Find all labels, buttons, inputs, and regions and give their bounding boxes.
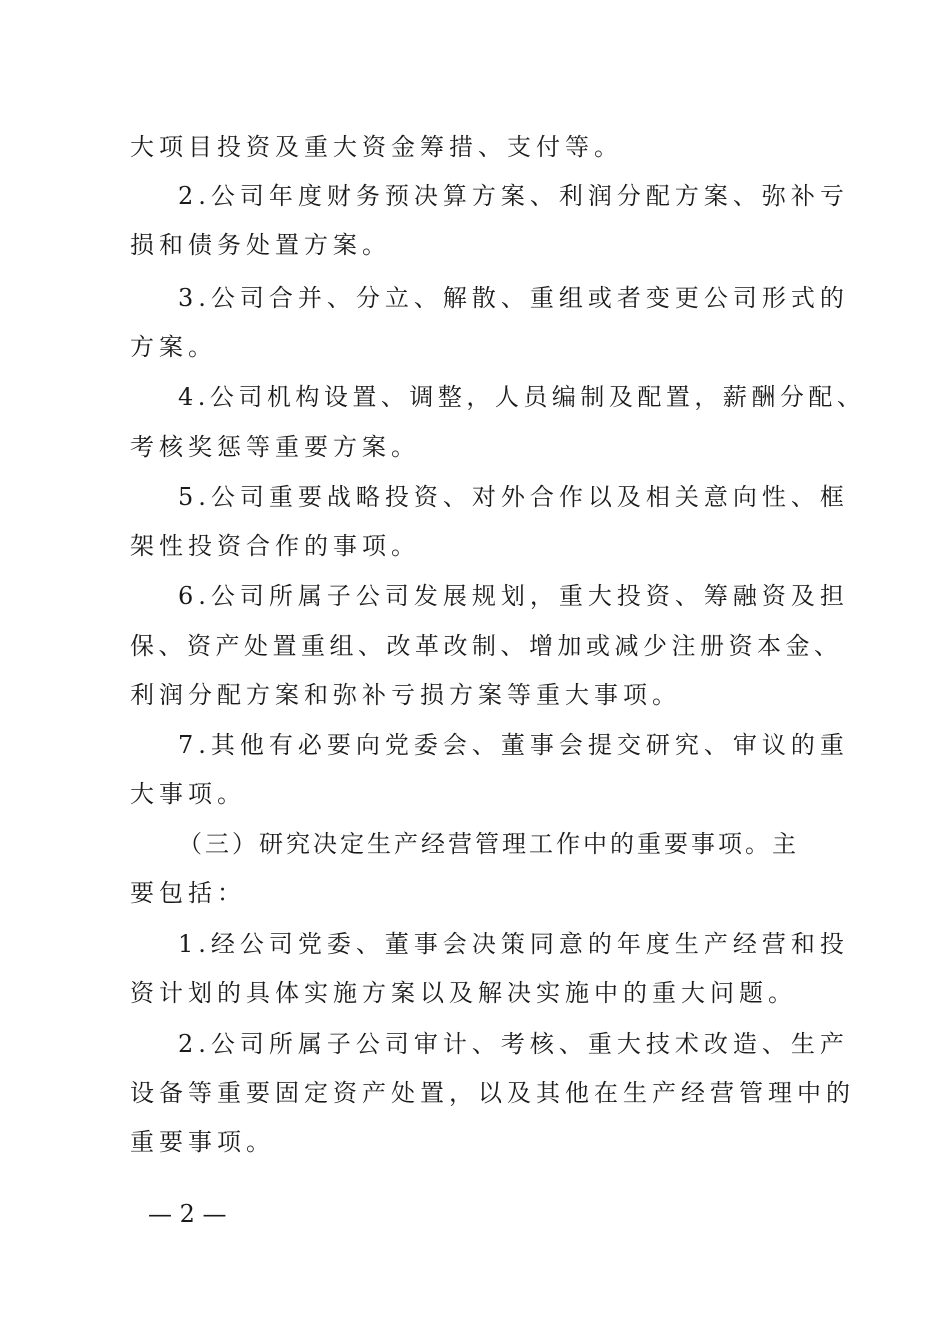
text-line: 5.公司重要战略投资、对外合作以及相关意向性、框 <box>178 483 849 511</box>
text-line: 重要事项。 <box>130 1128 275 1156</box>
text-line: （三）研究决定生产经营管理工作中的重要事项。主 <box>178 830 799 858</box>
text-line: 7.其他有必要向党委会、董事会提交研究、审议的重 <box>178 731 849 759</box>
text-line: 设备等重要固定资产处置，以及其他在生产经营管理中的 <box>130 1079 855 1107</box>
text-line: 方案。 <box>130 333 217 361</box>
text-line: 考核奖惩等重要方案。 <box>130 433 420 461</box>
text-line: 2.公司所属子公司审计、考核、重大技术改造、生产 <box>178 1030 849 1058</box>
text-line: 大事项。 <box>130 780 246 808</box>
text-line: 利润分配方案和弥补亏损方案等重大事项。 <box>130 681 681 709</box>
page-number: — 2 — <box>148 1200 227 1228</box>
text-line: 4.公司机构设置、调整，人员编制及配置，薪酬分配、 <box>178 383 866 411</box>
text-line: 要包括： <box>130 879 246 907</box>
text-line: 2.公司年度财务预决算方案、利润分配方案、弥补亏 <box>178 182 849 210</box>
text-line: 大项目投资及重大资金筹措、支付等。 <box>130 133 623 161</box>
text-line: 损和债务处置方案。 <box>130 231 391 259</box>
text-line: 3.公司合并、分立、解散、重组或者变更公司形式的 <box>178 284 849 312</box>
text-line: 6.公司所属子公司发展规划，重大投资、筹融资及担 <box>178 582 849 610</box>
text-line: 资计划的具体实施方案以及解决实施中的重大问题。 <box>130 979 797 1007</box>
text-line: 保、资产处置重组、改革改制、增加或减少注册资本金、 <box>130 632 843 660</box>
text-line: 架性投资合作的事项。 <box>130 532 420 560</box>
text-line: 1.经公司党委、董事会决策同意的年度生产经营和投 <box>178 930 849 958</box>
